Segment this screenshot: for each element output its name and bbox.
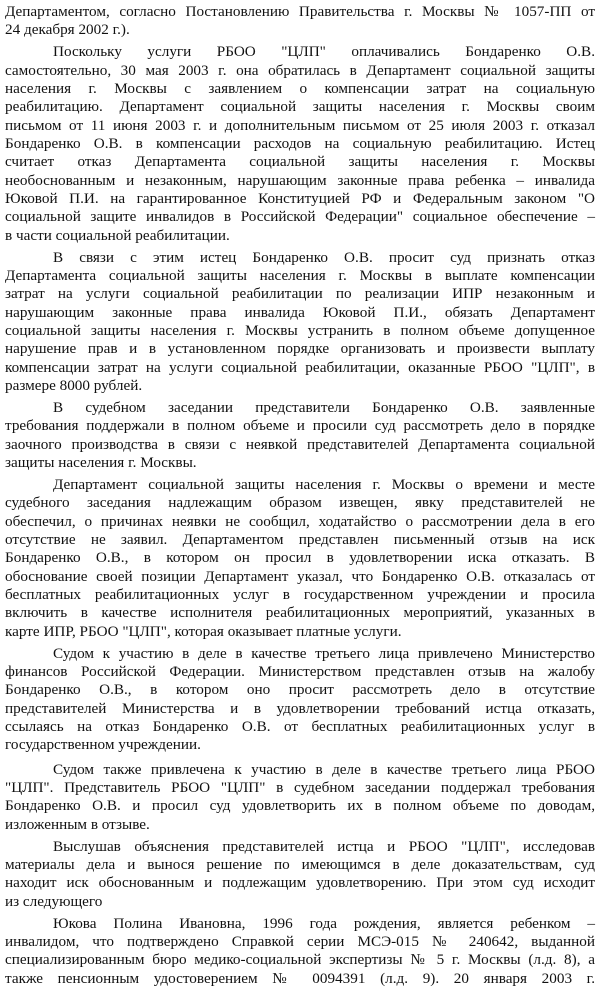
- text-line: Бондаренко О.В. и просил суд удовлетворить их в полном объеме по доводам,: [5, 797, 595, 815]
- paragraph: [5, 761, 595, 834]
- paragraph: [5, 838, 595, 911]
- paragraph: [5, 3, 595, 40]
- text-line: представителей Министерства и в удовлетворении требований истца отказать,: [5, 699, 595, 717]
- text-line: нарушающим законные права инвалида Юковой П.И., обязать Департамент: [5, 303, 595, 321]
- text-line: также пенсионным удостоверением № 0094391 (л.д. 9). 20 января 2003 г.: [5, 969, 595, 987]
- text-line: социальной защиты населения г. Москвы устранить в полном объеме допущенное: [5, 322, 595, 340]
- text-line: считает отказ Департамента социальной защиты населения г. Москвы: [5, 153, 595, 171]
- text-line: 24 декабря 2002 г.).: [5, 21, 130, 39]
- text-line: населения г. Москвы с заявлением о компенсации затрат на социальную: [5, 79, 595, 97]
- text-line: Юкова Полина Ивановна, 1996 года рождения, является ребенком –: [53, 914, 595, 932]
- text-line: инвалидом, что подтверждено Справкой серии МСЭ-015 № 240642, выданной: [5, 933, 595, 950]
- text-line: требования поддержали в полном объеме и просили суд рассмотреть дело в порядке: [5, 417, 595, 435]
- paragraph: [5, 399, 595, 472]
- text-line: обеспечил, о причинах неявки не сообщил, ходатайство о рассмотрении дела в его: [5, 512, 595, 530]
- text-line: необоснованным и незаконным, нарушающим законные права ребенка – инвалида: [5, 171, 595, 189]
- text-line: из следующего: [5, 892, 103, 910]
- text-line: В судебном заседании представители Бондаренко О.В. заявленные: [53, 399, 595, 416]
- text-line: в части социальной реабилитации.: [5, 226, 230, 244]
- paragraph: [5, 43, 595, 245]
- text-line: затрат на услуги социальной реабилитации по реализации ИПР незаконным и: [5, 285, 595, 303]
- text-line: включить в качестве исполнителя реабилитационных мероприятий, указанных в: [5, 604, 595, 622]
- text-line: отсутствие не заявил. Департаментом представлен письменный отзыв на иск: [5, 531, 595, 548]
- text-line: Департамент социальной защиты населения г. Москвы о времени и месте: [53, 475, 595, 493]
- text-line: социальной защите инвалидов в Российской Федерации" социальное обеспечение –: [5, 208, 595, 226]
- text-line: компенсации затрат на услуги социальной реабилитации, оказанные РБОО "ЦЛП", в: [5, 358, 595, 376]
- text-line: финансов Российской Федерации. Министерством представлен отзыв на жалобу: [5, 663, 595, 680]
- text-line: находит иск обоснованным и подлежащим удовлетворению. При этом суд исходит: [5, 874, 595, 892]
- text-line: нарушение прав и в установленном порядке организовать и произвести выплату: [5, 340, 595, 358]
- text-line: судебного заседания надлежащим образом извещен, явку представителей не: [5, 494, 595, 512]
- text-line: Поскольку услуги РБОО "ЦЛП" оплачивались Бондаренко О.В.: [53, 43, 595, 61]
- paragraph: [5, 645, 595, 755]
- text-line: "ЦЛП". Представитель РБОО "ЦЛП" в судебном заседании поддержал требования: [5, 779, 595, 797]
- text-line: Департаментом, согласно Постановлению Правительства г. Москвы № 1057-ПП от: [5, 3, 595, 20]
- text-line: материалы дела и вынося решение по имеющимся в деле доказательствам, суд: [5, 856, 595, 874]
- text-line: Бондаренко О.В., в котором оно просит рассмотреть дело в отсутствие: [5, 681, 595, 699]
- text-line: карте ИПР, РБОО "ЦЛП", которая оказывает платные услуги.: [5, 622, 402, 640]
- text-line: ссылаясь на отказ Бондаренко О.В. от бесплатных реабилитационных услуг в: [5, 718, 595, 736]
- text-line: размере 8000 рублей.: [5, 377, 143, 395]
- text-line: защиты населения г. Москвы.: [5, 454, 197, 472]
- text-line: Бондаренко О.В., в котором он просил в удовлетворении иска отказать. В: [5, 549, 595, 567]
- text-line: самостоятельно, 30 мая 2003 г. она обратилась в Департамент социальной защиты: [5, 61, 595, 79]
- paragraph: [5, 915, 595, 988]
- text-line: Выслушав объяснения представителей истца и РБОО "ЦЛП", исследовав: [53, 837, 595, 855]
- text-line: В связи с этим истец Бондаренко О.В. просит суд признать отказ: [53, 248, 595, 266]
- text-line: письмом от 11 июня 2003 г. и дополнительным письмом от 25 июля 2003 г. отказал: [5, 116, 595, 134]
- text-line: реабилитацию. Департамент социальной защиты населения г. Москвы своим: [5, 98, 595, 116]
- text-line: специализированным бюро медико-социальной экспертизы № 5 г. Москвы (л.д. 8), а: [5, 951, 595, 969]
- text-line: Судом также привлечена к участию в деле в качестве третьего лица РБОО: [53, 760, 595, 778]
- text-line: бесплатных реабилитационных услуг в государственном учреждении и просила: [5, 586, 595, 604]
- text-line: обоснование своей позиции Департамент указал, что Бондаренко О.В. отказалась от: [5, 567, 595, 585]
- text-line: Департамента социальной защиты населения г. Москвы в выплате компенсации: [5, 267, 595, 284]
- text-line: Бондаренко О.В. в компенсации расходов на социальную реабилитацию. Истец: [5, 135, 595, 152]
- paragraph: [5, 249, 595, 396]
- document-page: [5, 3, 595, 992]
- text-line: Юковой П.И. на гарантированное Конституцией РФ и Федеральным законом "О: [5, 190, 595, 208]
- text-line: изложенным в отзыве.: [5, 815, 150, 833]
- paragraph: [5, 476, 595, 641]
- text-line: заочного производства в связи с неявкой представителей Департамента социальной: [5, 435, 595, 453]
- text-line: Судом к участию в деле в качестве третьего лица привлечено Министерство: [53, 644, 595, 662]
- text-line: государственном учреждении.: [5, 736, 201, 754]
